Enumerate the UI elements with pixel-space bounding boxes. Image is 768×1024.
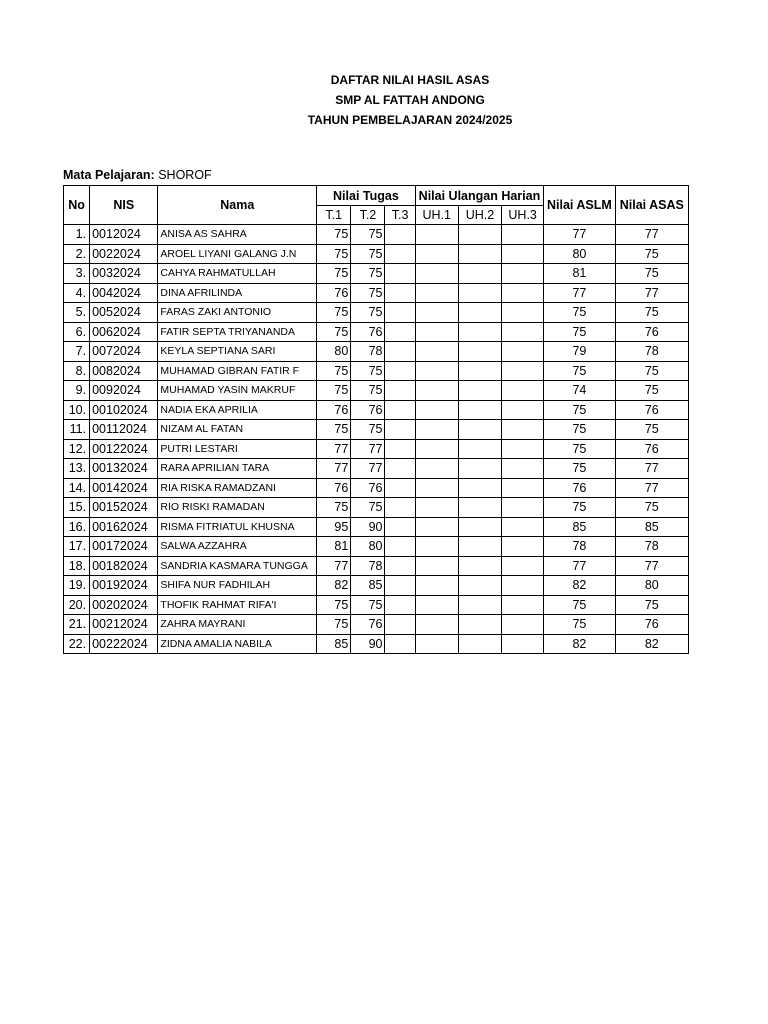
cell-no: 12. [64, 439, 90, 459]
cell-nis: 0012024 [90, 225, 158, 245]
table-row [64, 361, 689, 381]
cell-uh2 [458, 498, 501, 518]
table-row [64, 381, 689, 401]
cell-t1: 75 [317, 615, 351, 635]
cell-nis: 00142024 [90, 478, 158, 498]
cell-nama: ANISA AS SAHRA [158, 225, 317, 245]
cell-no: 5. [64, 303, 90, 323]
cell-no: 1. [64, 225, 90, 245]
cell-t3 [385, 498, 415, 518]
cell-t3 [385, 517, 415, 537]
cell-t1: 95 [317, 517, 351, 537]
cell-uh1 [415, 576, 458, 596]
cell-t3 [385, 576, 415, 596]
cell-asas: 77 [615, 478, 688, 498]
cell-uh3 [502, 634, 544, 654]
cell-t2: 75 [351, 225, 385, 245]
cell-aslm: 75 [544, 361, 615, 381]
cell-nama: NADIA EKA APRILIA [158, 400, 317, 420]
cell-asas: 76 [615, 322, 688, 342]
cell-nama: SHIFA NUR FADHILAH [158, 576, 317, 596]
cell-t2: 75 [351, 264, 385, 284]
cell-aslm: 82 [544, 634, 615, 654]
cell-uh3 [502, 537, 544, 557]
cell-uh1 [415, 361, 458, 381]
cell-t3 [385, 595, 415, 615]
cell-uh3 [502, 400, 544, 420]
cell-asas: 75 [615, 244, 688, 264]
cell-t3 [385, 537, 415, 557]
cell-t3 [385, 634, 415, 654]
cell-nis: 00212024 [90, 615, 158, 635]
table-row [64, 322, 689, 342]
cell-uh1 [415, 225, 458, 245]
cell-uh2 [458, 264, 501, 284]
cell-uh2 [458, 459, 501, 479]
cell-t3 [385, 244, 415, 264]
cell-t2: 80 [351, 537, 385, 557]
cell-uh2 [458, 342, 501, 362]
cell-aslm: 76 [544, 478, 615, 498]
cell-t1: 75 [317, 381, 351, 401]
cell-t2: 75 [351, 381, 385, 401]
cell-uh1 [415, 303, 458, 323]
cell-uh1 [415, 264, 458, 284]
cell-nis: 0042024 [90, 283, 158, 303]
cell-t3 [385, 303, 415, 323]
cell-t2: 77 [351, 439, 385, 459]
table-row [64, 400, 689, 420]
cell-nama: KEYLA SEPTIANA SARI [158, 342, 317, 362]
cell-aslm: 74 [544, 381, 615, 401]
cell-asas: 82 [615, 634, 688, 654]
cell-t1: 76 [317, 478, 351, 498]
cell-t1: 77 [317, 556, 351, 576]
cell-nis: 00152024 [90, 498, 158, 518]
cell-t1: 77 [317, 459, 351, 479]
cell-uh3 [502, 264, 544, 284]
table-row [64, 576, 689, 596]
cell-aslm: 85 [544, 517, 615, 537]
academic-year: TAHUN PEMBELAJARAN 2024/2025 [307, 113, 513, 127]
table-row [64, 537, 689, 557]
cell-uh1 [415, 517, 458, 537]
cell-uh2 [458, 244, 501, 264]
cell-t2: 85 [351, 576, 385, 596]
cell-t1: 76 [317, 283, 351, 303]
cell-asas: 78 [615, 342, 688, 362]
cell-nis: 00202024 [90, 595, 158, 615]
table-row [64, 225, 689, 245]
cell-uh1 [415, 634, 458, 654]
cell-uh3 [502, 283, 544, 303]
cell-no: 19. [64, 576, 90, 596]
cell-uh2 [458, 322, 501, 342]
cell-uh1 [415, 595, 458, 615]
cell-no: 21. [64, 615, 90, 635]
cell-no: 4. [64, 283, 90, 303]
cell-no: 2. [64, 244, 90, 264]
cell-t2: 75 [351, 361, 385, 381]
cell-nama: FARAS ZAKI ANTONIO [158, 303, 317, 323]
cell-uh3 [502, 303, 544, 323]
cell-no: 17. [64, 537, 90, 557]
cell-uh3 [502, 459, 544, 479]
cell-asas: 77 [615, 283, 688, 303]
cell-nis: 00112024 [90, 420, 158, 440]
cell-nis: 0032024 [90, 264, 158, 284]
cell-asas: 75 [615, 595, 688, 615]
cell-t2: 90 [351, 517, 385, 537]
cell-asas: 77 [615, 459, 688, 479]
header-nama: Nama [158, 186, 317, 225]
cell-t1: 75 [317, 322, 351, 342]
cell-aslm: 75 [544, 439, 615, 459]
header-t2: T.2 [351, 206, 385, 225]
cell-uh1 [415, 498, 458, 518]
cell-t3 [385, 556, 415, 576]
cell-nama: SANDRIA KASMARA TUNGGA [158, 556, 317, 576]
cell-nama: ZAHRA MAYRANI [158, 615, 317, 635]
cell-t1: 85 [317, 634, 351, 654]
cell-aslm: 77 [544, 556, 615, 576]
cell-nama: MUHAMAD YASIN MAKRUF [158, 381, 317, 401]
cell-asas: 76 [615, 615, 688, 635]
cell-no: 13. [64, 459, 90, 479]
cell-no: 7. [64, 342, 90, 362]
cell-uh2 [458, 361, 501, 381]
cell-uh1 [415, 244, 458, 264]
table-row [64, 264, 689, 284]
cell-uh3 [502, 225, 544, 245]
cell-t1: 75 [317, 264, 351, 284]
cell-uh1 [415, 420, 458, 440]
subject-line [63, 168, 212, 182]
cell-uh1 [415, 459, 458, 479]
cell-nama: SALWA AZZAHRA [158, 537, 317, 557]
cell-t2: 76 [351, 615, 385, 635]
cell-uh2 [458, 615, 501, 635]
cell-aslm: 75 [544, 303, 615, 323]
cell-t2: 76 [351, 322, 385, 342]
cell-t3 [385, 478, 415, 498]
cell-nis: 0022024 [90, 244, 158, 264]
cell-uh1 [415, 381, 458, 401]
cell-t3 [385, 264, 415, 284]
header-nilai-tugas: Nilai Tugas [317, 186, 415, 206]
cell-asas: 76 [615, 439, 688, 459]
cell-t3 [385, 459, 415, 479]
cell-uh1 [415, 478, 458, 498]
cell-uh1 [415, 322, 458, 342]
cell-asas: 75 [615, 420, 688, 440]
cell-t2: 77 [351, 459, 385, 479]
cell-t2: 75 [351, 244, 385, 264]
cell-uh2 [458, 283, 501, 303]
cell-no: 3. [64, 264, 90, 284]
cell-t3 [385, 342, 415, 362]
header-t3: T.3 [385, 206, 415, 225]
cell-nama: FATIR SEPTA TRIYANANDA [158, 322, 317, 342]
cell-nama: PUTRI LESTARI [158, 439, 317, 459]
cell-nis: 00162024 [90, 517, 158, 537]
cell-t1: 81 [317, 537, 351, 557]
cell-aslm: 75 [544, 595, 615, 615]
cell-uh3 [502, 342, 544, 362]
cell-uh3 [502, 498, 544, 518]
header-uh3: UH.3 [502, 206, 544, 225]
cell-uh3 [502, 576, 544, 596]
cell-uh2 [458, 634, 501, 654]
cell-no: 20. [64, 595, 90, 615]
cell-uh1 [415, 342, 458, 362]
cell-aslm: 78 [544, 537, 615, 557]
cell-uh2 [458, 517, 501, 537]
cell-asas: 85 [615, 517, 688, 537]
cell-uh2 [458, 225, 501, 245]
table-row [64, 634, 689, 654]
cell-t1: 76 [317, 400, 351, 420]
cell-aslm: 81 [544, 264, 615, 284]
cell-no: 10. [64, 400, 90, 420]
cell-no: 18. [64, 556, 90, 576]
cell-nama: CAHYA RAHMATULLAH [158, 264, 317, 284]
cell-no: 14. [64, 478, 90, 498]
cell-nis: 00122024 [90, 439, 158, 459]
cell-uh2 [458, 381, 501, 401]
cell-asas: 75 [615, 361, 688, 381]
cell-nis: 00192024 [90, 576, 158, 596]
grades-table [63, 185, 689, 654]
cell-asas: 76 [615, 400, 688, 420]
cell-aslm: 75 [544, 400, 615, 420]
cell-aslm: 75 [544, 322, 615, 342]
cell-nama: RIO RISKI RAMADAN [158, 498, 317, 518]
table-row [64, 244, 689, 264]
cell-uh3 [502, 381, 544, 401]
header-nilai-asas: Nilai ASAS [615, 186, 688, 225]
cell-nama: RIA RISKA RAMADZANI [158, 478, 317, 498]
cell-t1: 75 [317, 361, 351, 381]
cell-aslm: 82 [544, 576, 615, 596]
cell-uh3 [502, 615, 544, 635]
cell-t2: 90 [351, 634, 385, 654]
cell-no: 15. [64, 498, 90, 518]
cell-nis: 00132024 [90, 459, 158, 479]
cell-uh3 [502, 595, 544, 615]
cell-t2: 76 [351, 478, 385, 498]
cell-asas: 75 [615, 303, 688, 323]
header-nilai-ulangan-harian: Nilai Ulangan Harian [415, 186, 544, 206]
table-row [64, 459, 689, 479]
table-row [64, 478, 689, 498]
cell-nama: NIZAM AL FATAN [158, 420, 317, 440]
document-title: DAFTAR NILAI HASIL ASAS [330, 73, 490, 87]
cell-uh2 [458, 595, 501, 615]
cell-no: 22. [64, 634, 90, 654]
cell-aslm: 75 [544, 459, 615, 479]
cell-t1: 80 [317, 342, 351, 362]
cell-uh2 [458, 439, 501, 459]
header-t1: T.1 [317, 206, 351, 225]
cell-uh3 [502, 439, 544, 459]
cell-nama: THOFIK RAHMAT RIFA'I [158, 595, 317, 615]
table-row [64, 498, 689, 518]
cell-nis: 0082024 [90, 361, 158, 381]
cell-nis: 00182024 [90, 556, 158, 576]
cell-no: 8. [64, 361, 90, 381]
cell-aslm: 79 [544, 342, 615, 362]
cell-uh3 [502, 556, 544, 576]
cell-nis: 0092024 [90, 381, 158, 401]
table-row [64, 517, 689, 537]
cell-uh3 [502, 517, 544, 537]
table-row [64, 283, 689, 303]
cell-t3 [385, 225, 415, 245]
cell-nama: RISMA FITRIATUL KHUSNA [158, 517, 317, 537]
grades-table-body [64, 225, 689, 654]
cell-t3 [385, 322, 415, 342]
cell-uh2 [458, 478, 501, 498]
cell-t1: 77 [317, 439, 351, 459]
cell-t1: 75 [317, 595, 351, 615]
cell-nis: 0052024 [90, 303, 158, 323]
cell-aslm: 77 [544, 283, 615, 303]
cell-nis: 00172024 [90, 537, 158, 557]
cell-t3 [385, 381, 415, 401]
cell-nis: 00222024 [90, 634, 158, 654]
cell-t2: 75 [351, 283, 385, 303]
cell-uh1 [415, 537, 458, 557]
table-row [64, 420, 689, 440]
cell-nama: DINA AFRILINDA [158, 283, 317, 303]
cell-t1: 75 [317, 420, 351, 440]
table-row [64, 439, 689, 459]
cell-t1: 75 [317, 225, 351, 245]
cell-t3 [385, 361, 415, 381]
cell-asas: 77 [615, 225, 688, 245]
cell-nama: ZIDNA AMALIA NABILA [158, 634, 317, 654]
cell-nama: MUHAMAD GIBRAN FATIR F [158, 361, 317, 381]
cell-nama: AROEL LIYANI GALANG J.N [158, 244, 317, 264]
cell-uh1 [415, 400, 458, 420]
cell-uh2 [458, 556, 501, 576]
cell-aslm: 80 [544, 244, 615, 264]
table-row [64, 556, 689, 576]
cell-t1: 75 [317, 498, 351, 518]
cell-uh2 [458, 420, 501, 440]
cell-t2: 75 [351, 303, 385, 323]
table-row [64, 595, 689, 615]
cell-uh1 [415, 556, 458, 576]
cell-asas: 75 [615, 264, 688, 284]
cell-uh3 [502, 478, 544, 498]
subject-value: SHOROF [158, 168, 212, 182]
cell-t1: 75 [317, 303, 351, 323]
header-no: No [64, 186, 90, 225]
cell-asas: 75 [615, 498, 688, 518]
cell-aslm: 75 [544, 420, 615, 440]
cell-t2: 78 [351, 556, 385, 576]
cell-aslm: 77 [544, 225, 615, 245]
cell-uh2 [458, 576, 501, 596]
cell-t2: 75 [351, 420, 385, 440]
cell-uh3 [502, 244, 544, 264]
cell-t2: 75 [351, 498, 385, 518]
cell-uh3 [502, 361, 544, 381]
cell-uh1 [415, 615, 458, 635]
cell-asas: 78 [615, 537, 688, 557]
school-name: SMP AL FATTAH ANDONG [335, 93, 485, 107]
cell-t1: 82 [317, 576, 351, 596]
cell-t1: 75 [317, 244, 351, 264]
table-row [64, 615, 689, 635]
cell-asas: 75 [615, 381, 688, 401]
table-row [64, 303, 689, 323]
cell-uh2 [458, 537, 501, 557]
table-row [64, 342, 689, 362]
cell-uh2 [458, 400, 501, 420]
cell-nama: RARA APRILIAN TARA [158, 459, 317, 479]
cell-uh1 [415, 283, 458, 303]
cell-uh3 [502, 420, 544, 440]
cell-no: 11. [64, 420, 90, 440]
cell-uh1 [415, 439, 458, 459]
cell-asas: 80 [615, 576, 688, 596]
cell-t3 [385, 283, 415, 303]
cell-aslm: 75 [544, 615, 615, 635]
cell-t2: 76 [351, 400, 385, 420]
cell-t3 [385, 439, 415, 459]
cell-no: 16. [64, 517, 90, 537]
cell-t2: 78 [351, 342, 385, 362]
cell-nis: 0062024 [90, 322, 158, 342]
cell-t2: 75 [351, 595, 385, 615]
header-nis: NIS [90, 186, 158, 225]
cell-nis: 0072024 [90, 342, 158, 362]
cell-aslm: 75 [544, 498, 615, 518]
cell-uh3 [502, 322, 544, 342]
cell-t3 [385, 400, 415, 420]
subject-label: Mata Pelajaran: [63, 168, 155, 182]
cell-t3 [385, 615, 415, 635]
header-nilai-aslm: Nilai ASLM [544, 186, 615, 225]
header-uh1: UH.1 [415, 206, 458, 225]
cell-uh2 [458, 303, 501, 323]
cell-nis: 00102024 [90, 400, 158, 420]
cell-t3 [385, 420, 415, 440]
cell-no: 6. [64, 322, 90, 342]
cell-no: 9. [64, 381, 90, 401]
document-title-block [0, 70, 768, 130]
header-uh2: UH.2 [458, 206, 501, 225]
cell-asas: 77 [615, 556, 688, 576]
